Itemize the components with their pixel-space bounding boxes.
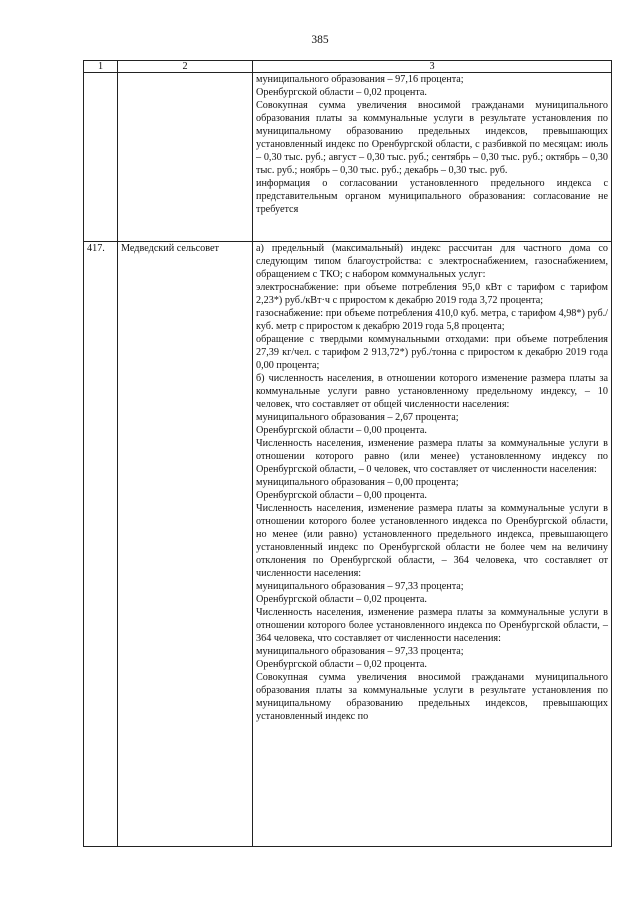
detail-line: Оренбургской области – 0,00 процента.: [256, 425, 427, 436]
detail-line: а) предельный (максимальный) индекс рассчитан для частного дома со следующим типом благоустройства: с электроснабжением, газоснабжением, обращением с ТКО; с набором коммунальных услуг:: [256, 243, 608, 280]
table-row: [84, 242, 612, 847]
row-details: [253, 73, 612, 242]
settlement-name: [118, 73, 253, 242]
detail-line: муниципального образования – 97,33 процента;: [256, 646, 464, 657]
detail-line: Численность населения, изменение размера платы за коммунальные услуги в отношении которого равно (или менее) установленному индексу по Оренбургской области, – 0 человек, что составляет от численности населения:: [256, 438, 608, 475]
detail-line: электроснабжение: при объеме потребления 95,0 кВт с тарифом с тарифом 2,23*) руб./кВт·ч с приростом к декабрю 2019 года 3,72 процента;: [256, 282, 608, 306]
detail-line: Совокупная сумма увеличения вносимой гражданами муниципального образования платы за коммунальные услуги в результате установления по муниципальному образованию предельных индексов, превышающих установленный индекс по: [256, 672, 608, 722]
detail-line: Численность населения, изменение размера платы за коммунальные услуги в отношении которого более установленного индекса по Оренбургской области, – 364 человека, что составляет от численности населения:: [256, 607, 608, 644]
detail-line: муниципального образования – 0,00 процента;: [256, 477, 459, 488]
settlement-name: Медведский сельсовет: [118, 242, 253, 847]
table-row: [84, 73, 612, 242]
column-header-3: 3: [253, 61, 612, 73]
detail-line: муниципального образования – 2,67 процента;: [256, 412, 459, 423]
detail-line: Оренбургской области – 0,02 процента.: [256, 87, 427, 98]
detail-line: Численность населения, изменение размера платы за коммунальные услуги в отношении которого более установленного индекса по Оренбургской области, но менее (или равно) установленного предельного индекса, превышающего установленный индекс по Оренбургской области не более чем на величину отклонения по Оренбургской области, – 364 человека, что составляет от численности населения:: [256, 503, 608, 579]
detail-line: Оренбургской области – 0,02 процента.: [256, 659, 427, 670]
table-header-row: [84, 61, 612, 73]
column-header-1: 1: [84, 61, 118, 73]
detail-line: обращение с твердыми коммунальными отходами: при объеме потребления 27,39 кг/чел. с тарифом 2 913,72*) руб./тонна с приростом к декабрю 2019 года 0,00 процента;: [256, 334, 608, 371]
detail-line: муниципального образования – 97,33 процента;: [256, 581, 464, 592]
municipal-index-table: [83, 60, 612, 847]
page-number: 385: [311, 34, 329, 46]
row-number: 417.: [84, 242, 118, 847]
row-number: [84, 73, 118, 242]
detail-line: Оренбургской области – 0,00 процента.: [256, 490, 427, 501]
detail-line: информация о согласовании установленного предельного индекса с представительным органом муниципального образования: согласование не требуется: [256, 178, 608, 215]
detail-line: б) численность населения, в отношении которого изменение размера платы за коммунальные услуги равно установленному предельному индексу, – 10 человек, что составляет от общей численности населения:: [256, 373, 608, 410]
detail-line: Совокупная сумма увеличения вносимой гражданами муниципального образования платы за коммунальные услуги в результате установления по муниципальному образованию предельных индексов, превышающих установленный индекс по Оренбургской области, с разбивкой по месяцам: июль – 0,30 тыс. руб.; август – 0,30 тыс. руб.; сентябрь – 0,30 тыс. руб.; октябрь – 0,30 тыс. руб.; ноябрь – 0,30 тыс. руб.; декабрь – 0,30 тыс. руб.: [256, 100, 608, 176]
row-details: [253, 242, 612, 847]
detail-line: муниципального образования – 97,16 процента;: [256, 74, 464, 85]
detail-line: газоснабжение: при объеме потребления 410,0 куб. метра, с тарифом 4,98*) руб./куб. метр с приростом к декабрю 2019 года 5,8 процента;: [256, 308, 608, 332]
column-header-2: 2: [118, 61, 253, 73]
detail-line: Оренбургской области – 0,02 процента.: [256, 594, 427, 605]
